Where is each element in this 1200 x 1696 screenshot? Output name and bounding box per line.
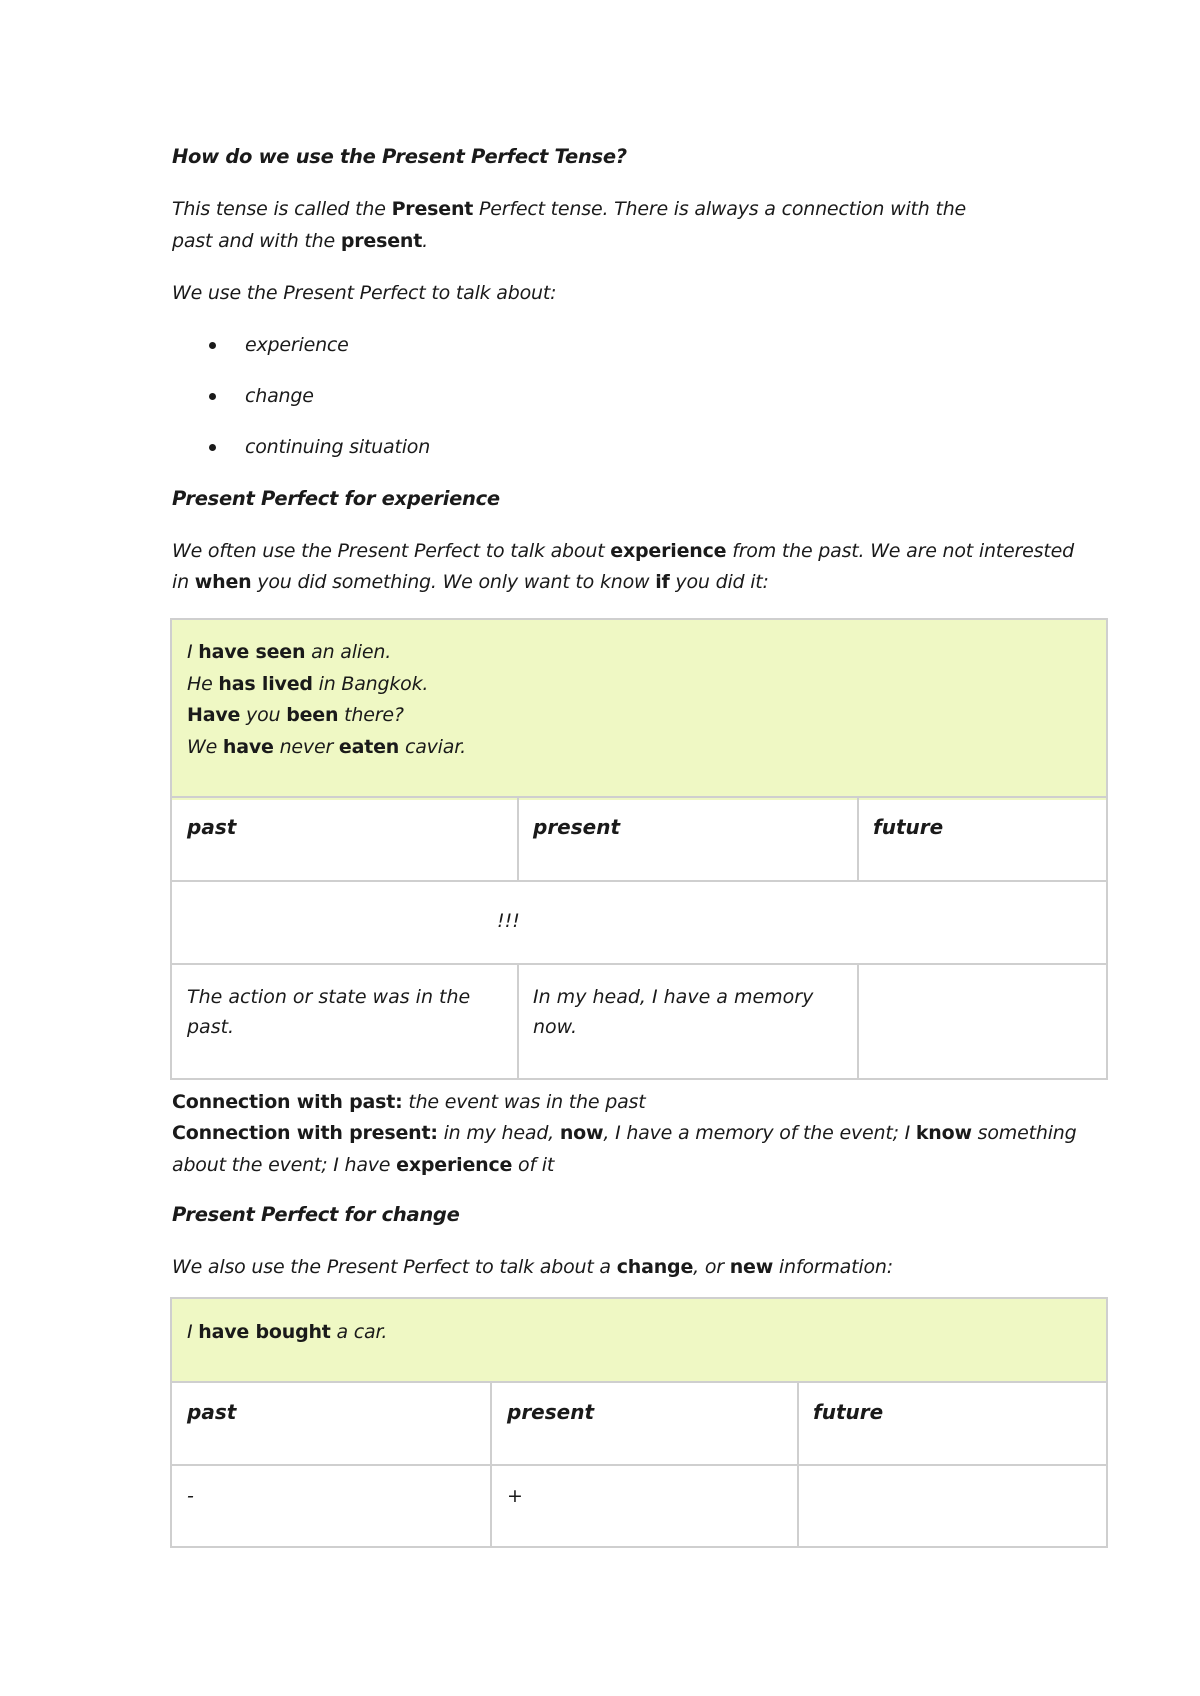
bullet-icon	[209, 393, 216, 400]
table-cell-present: In my head, I have a memory now.	[533, 986, 814, 1038]
list-item: change	[245, 385, 314, 407]
table-divider	[857, 963, 859, 1080]
connection-text: , I have a memory of the event; I	[603, 1122, 916, 1144]
table-divider	[170, 796, 1108, 798]
intro-text: past and with the	[172, 230, 341, 252]
para-text: you did it:	[669, 571, 769, 593]
intro-line-2	[172, 225, 428, 257]
use-intro: We use the Present Perfect to talk about:	[172, 282, 557, 304]
example-text: caviar.	[399, 736, 466, 758]
example-text: I	[187, 641, 199, 663]
example-verb: Have	[187, 704, 241, 726]
intro-text: Perfect tense. There is always a connection with the	[473, 198, 967, 220]
column-header-future: future	[813, 1400, 884, 1424]
para-text: We often use the Present Perfect to talk about	[172, 540, 611, 562]
table-divider	[170, 1464, 1108, 1466]
intro-line-1	[172, 193, 966, 225]
table-divider	[170, 963, 1108, 965]
example-verb: have seen	[198, 641, 306, 663]
change-para	[172, 1251, 893, 1283]
table-cell-past: -	[187, 1485, 194, 1507]
intro-bold-present: present	[340, 230, 423, 252]
example-verb: been	[286, 704, 339, 726]
section-heading-experience: Present Perfect for experience	[172, 487, 500, 510]
list-item: continuing situation	[245, 436, 431, 458]
connection-text: about the event; I have	[172, 1154, 397, 1176]
bold-word: if	[655, 571, 670, 593]
connection-text: in my head,	[437, 1122, 560, 1144]
example-text: a car.	[330, 1321, 388, 1343]
connection-past	[172, 1086, 645, 1118]
intro-bold-present: Present	[391, 198, 474, 220]
table-divider	[517, 796, 519, 882]
example-text: never	[273, 736, 339, 758]
table-divider	[490, 1381, 492, 1548]
bold-word: experience	[610, 540, 727, 562]
column-header-present: present	[507, 1400, 595, 1424]
example-sentence	[187, 668, 428, 700]
intro-text: This tense is called the	[172, 198, 392, 220]
example-text: I	[187, 1321, 199, 1343]
table-divider	[170, 1381, 1108, 1383]
connection-present	[172, 1117, 1076, 1149]
example-sentence	[187, 699, 404, 731]
connection-label: Connection with past:	[172, 1091, 403, 1113]
example-text: He	[187, 673, 219, 695]
section-heading-change: Present Perfect for change	[172, 1203, 460, 1226]
example-text: there?	[338, 704, 404, 726]
example-sentence	[187, 731, 466, 763]
column-header-past: past	[187, 815, 237, 839]
column-header-past: past	[187, 1400, 237, 1424]
example-sentence	[187, 1316, 387, 1348]
table-cell-present: +	[507, 1485, 523, 1507]
bold-word: know	[915, 1122, 972, 1144]
list-item: experience	[245, 334, 349, 356]
experience-line-1	[172, 535, 1074, 567]
bold-word: now	[559, 1122, 604, 1144]
example-text: in Bangkok.	[312, 673, 429, 695]
example-verb: eaten	[338, 736, 400, 758]
bullet-icon	[209, 444, 216, 451]
table-divider	[857, 796, 859, 882]
example-text: an alien.	[305, 641, 392, 663]
bold-word: change	[616, 1256, 694, 1278]
page-title: How do we use the Present Perfect Tense?	[172, 145, 627, 168]
column-header-present: present	[533, 815, 621, 839]
para-text: , or	[693, 1256, 730, 1278]
emphasis-marker: !!!	[497, 910, 520, 932]
table-divider	[797, 1381, 799, 1548]
example-verb: has lived	[218, 673, 313, 695]
para-text: you did something. We only want to know	[251, 571, 656, 593]
bold-word: when	[194, 571, 252, 593]
para-text: in	[172, 571, 195, 593]
connection-present-cont	[172, 1149, 554, 1181]
connection-label: Connection with present:	[172, 1122, 438, 1144]
table-cell-past: The action or state was in the past.	[187, 986, 471, 1038]
para-text: information:	[773, 1256, 893, 1278]
experience-line-2	[172, 566, 769, 598]
column-header-future: future	[873, 815, 944, 839]
bold-word: experience	[396, 1154, 513, 1176]
example-sentence	[187, 636, 391, 668]
table-divider	[170, 880, 1108, 882]
bold-word: new	[729, 1256, 774, 1278]
example-text: you	[240, 704, 287, 726]
connection-text: of it	[512, 1154, 555, 1176]
connection-text: the event was in the past	[402, 1091, 646, 1113]
connection-text: something	[971, 1122, 1077, 1144]
bullet-icon	[209, 342, 216, 349]
para-text: We also use the Present Perfect to talk about a	[172, 1256, 617, 1278]
example-text: We	[187, 736, 223, 758]
example-verb: have bought	[198, 1321, 331, 1343]
table-divider	[517, 963, 519, 1080]
intro-text: .	[422, 230, 428, 252]
para-text: from the past. We are not interested	[726, 540, 1074, 562]
example-verb: have	[222, 736, 274, 758]
